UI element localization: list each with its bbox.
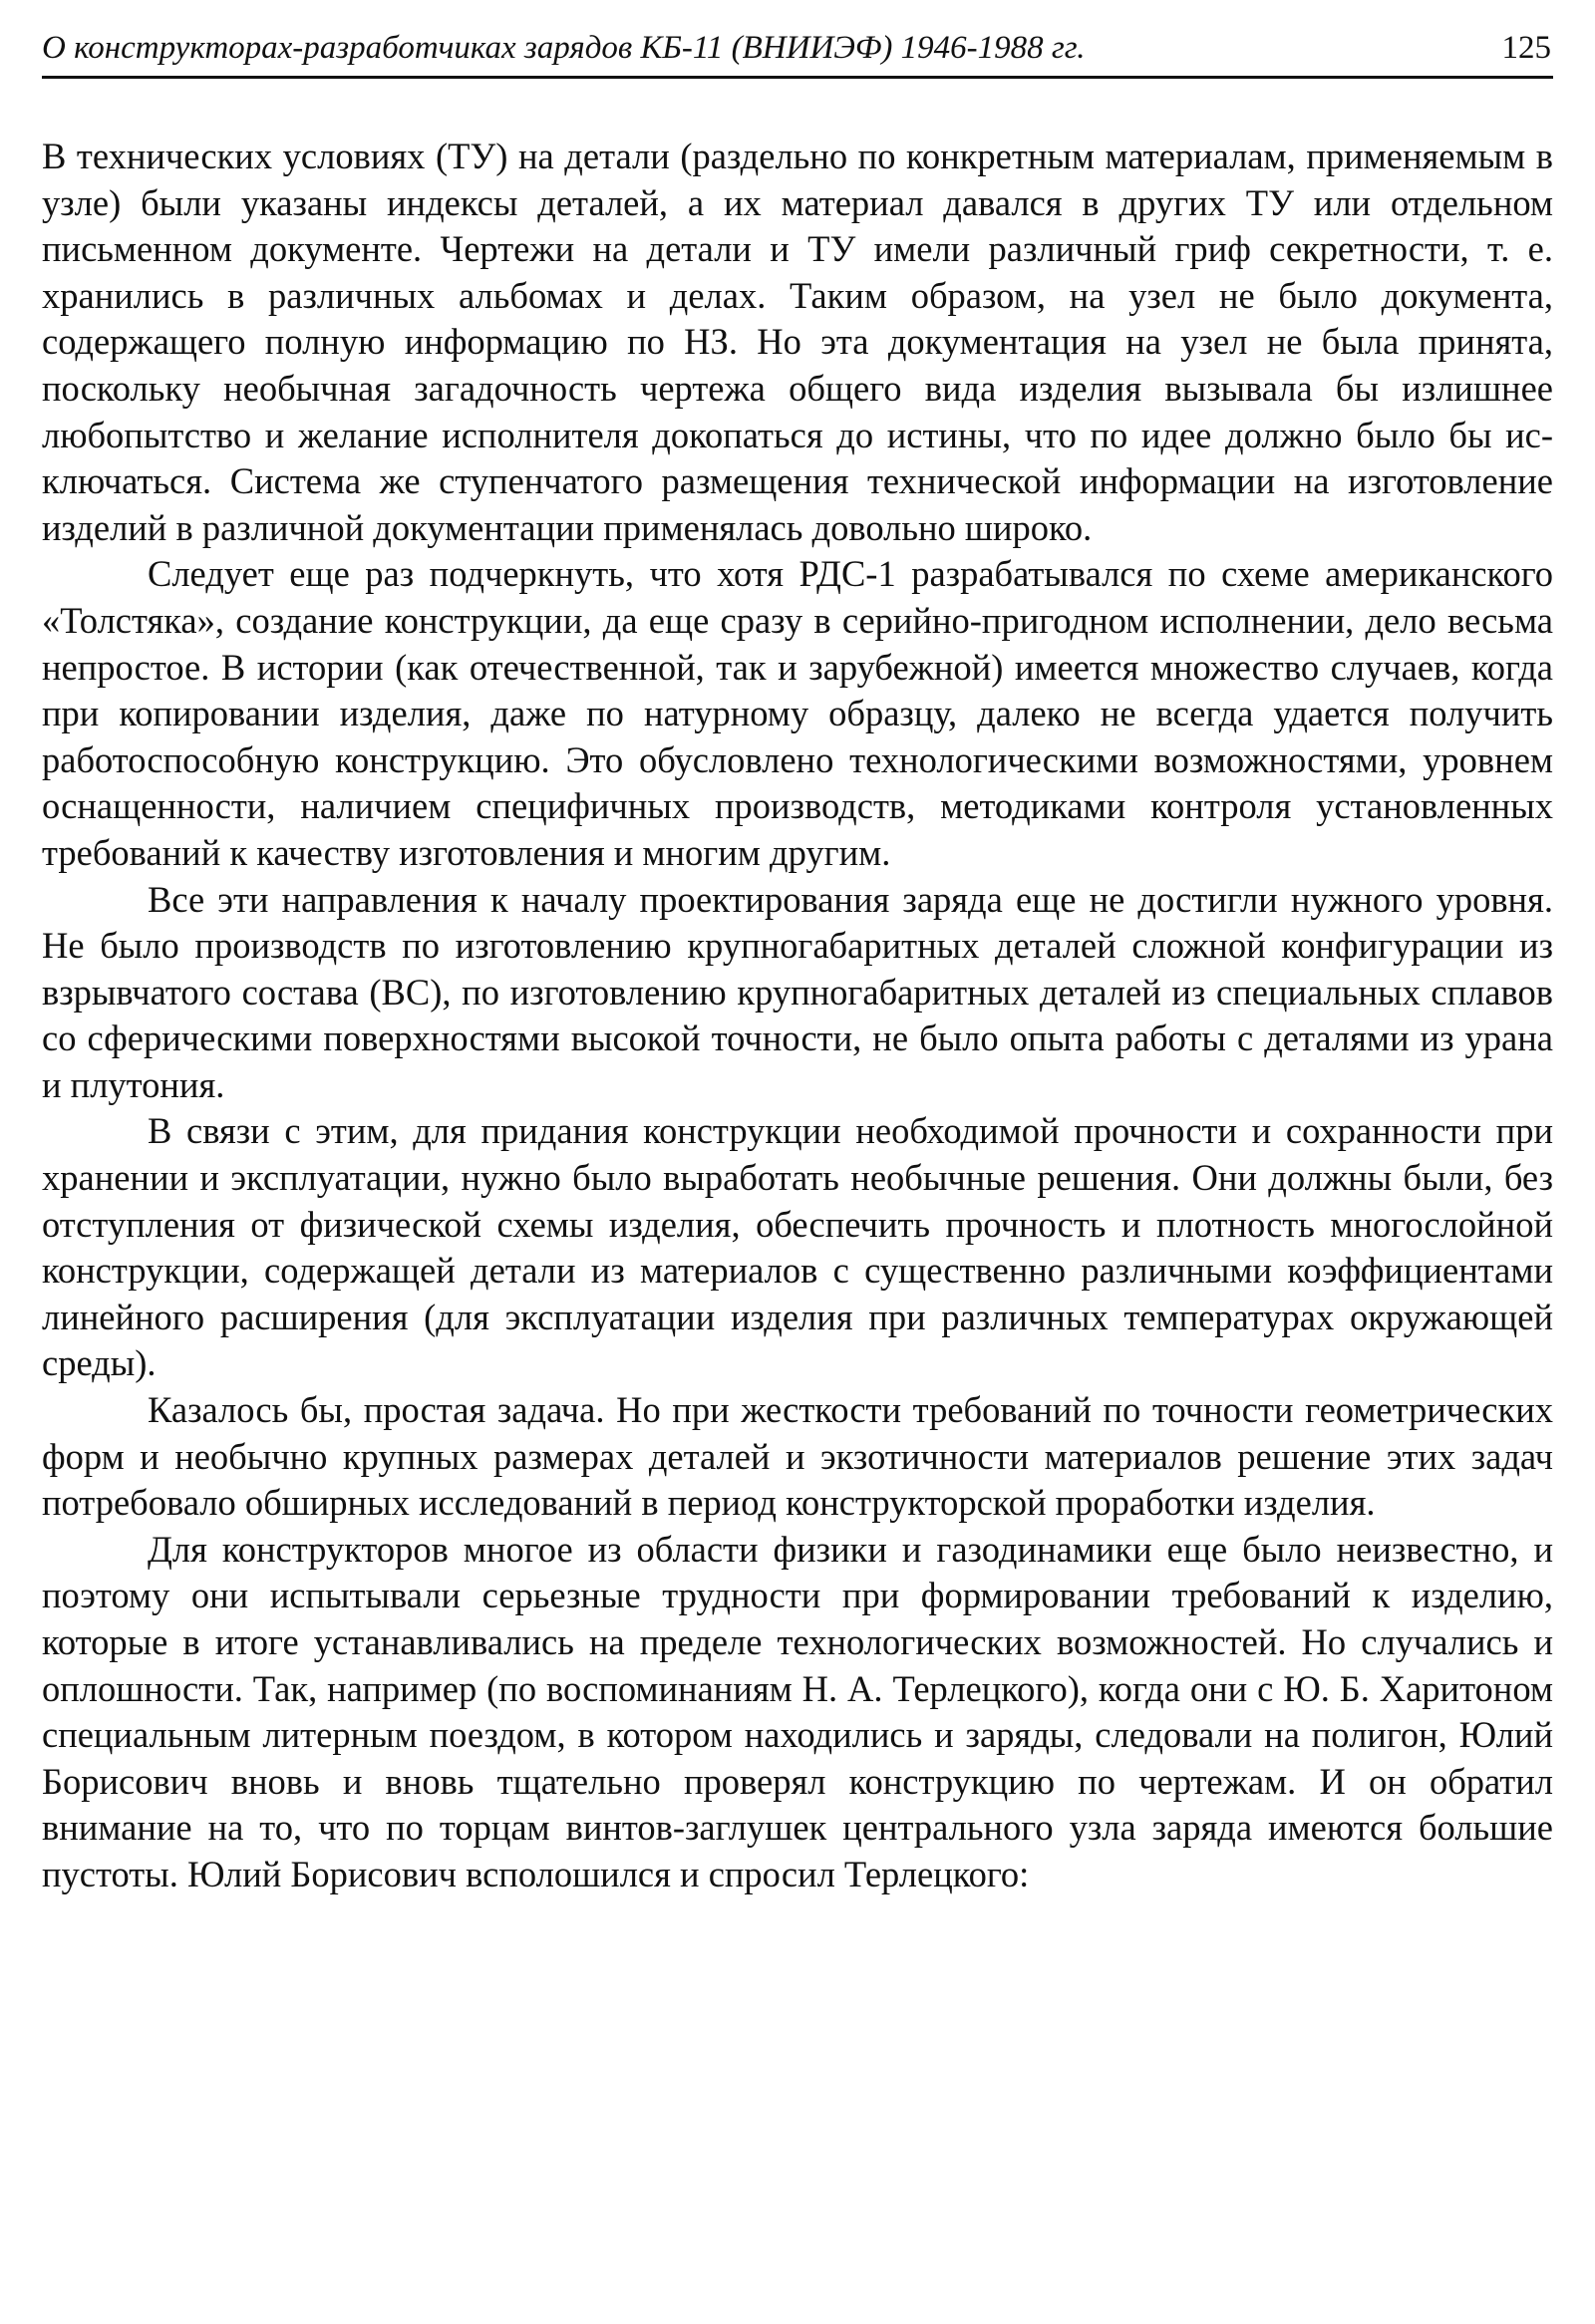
paragraph: Для конструкторов многое из области физики и газодинамики еще было неизвестно, и поэтому они испытывали серьезные трудности при формировании требований к изделию, которые в итоге устанавливались на пределе технологических возможностей. Но случались и оплошности. Так, например (по воспоминаниям Н. А. Терлецкого), когда они с Ю. Б. Харитоном специальным литерным поездом, в котором находились и заряды, следовали на полигон, Юлий Борисович вновь и вновь тщательно проверял конструкцию по чертежам. И он обратил внимание на то, что по торцам винтов-заглушек центрального узла заряда имеются большие пустоты. Юлий Борисович всполошился и спросил Терлецкого:	[42, 1528, 1553, 1894]
page-number: 125	[1501, 30, 1551, 66]
paragraph: Все эти направления к началу проектирования заряда еще не достигли нужного уровня. Не было производств по изготовлению крупногабаритных деталей сложной конфигурации из взрывчатого состава (ВС), по изготовлению крупногабаритных деталей из специальных сплавов со сферическими поверхностями высокой точности, не было опыта работы с деталями из урана и плутония.	[42, 878, 1553, 1105]
body-text	[42, 134, 1553, 1898]
paragraph: В технических условиях (ТУ) на детали (раздельно по конкретным материалам, применяемым в узле) были указаны индексы деталей, а их материал давался в других ТУ или отдельном письменном документе. Чертежи на детали и ТУ имели различный гриф секретности, т. е. хранились в различных альбомах и делах. Таким образом, на узел не было документа, содержащего полную информацию по НЗ. Но эта документация на узел не была принята, поскольку необычная загадочность чертежа общего вида изделия вызывала бы излишнее любопытство и желание исполнителя докопаться до истины, что по идее должно было бы исключаться. Система же ступенчатого размещения технической информации на изготовление изделий в различной документации применялась довольно широко.	[42, 136, 1553, 548]
paragraph: Казалось бы, простая задача. Но при жесткости требований по точности геометрических форм и необычно крупных размерах деталей и экзотичности материалов решение этих задач потребовало обширных исследований в период конструкторской проработки изделия.	[42, 1389, 1553, 1524]
paragraph: Следует еще раз подчеркнуть, что хотя РДС-1 разрабатывался по схеме американского «Толстяка», создание конструкции, да еще сразу в серийно-пригодном исполнении, дело весьма непростое. В истории (как отечественной, так и зарубежной) имеется множество случаев, когда при копировании изделия, даже по натурному образцу, далеко не всегда удается получить работоспособную конструкцию. Это обусловлено технологическими возможностями, уровнем оснащенности, наличием специфичных производств, методиками контроля установленных требований к качеству изготовления и многим другим.	[42, 553, 1553, 873]
running-header	[42, 26, 1553, 79]
running-title: О конструкторах-разработчиках зарядов КБ-11 (ВНИИЭФ) 1946-1988 гг.	[42, 30, 1086, 66]
paragraph: В связи с этим, для придания конструкции необходимой прочности и сохранности при хранении и эксплуатации, нужно было выработать необычные решения. Они должны были, без отступления от физической схемы изделия, обеспечить прочность и плотность многослойной конструкции, содержащей детали из материалов с существенно различными коэффициентами линейного расширения (для эксплуатации изделия при различных температурах окружающей среды).	[42, 1110, 1553, 1384]
